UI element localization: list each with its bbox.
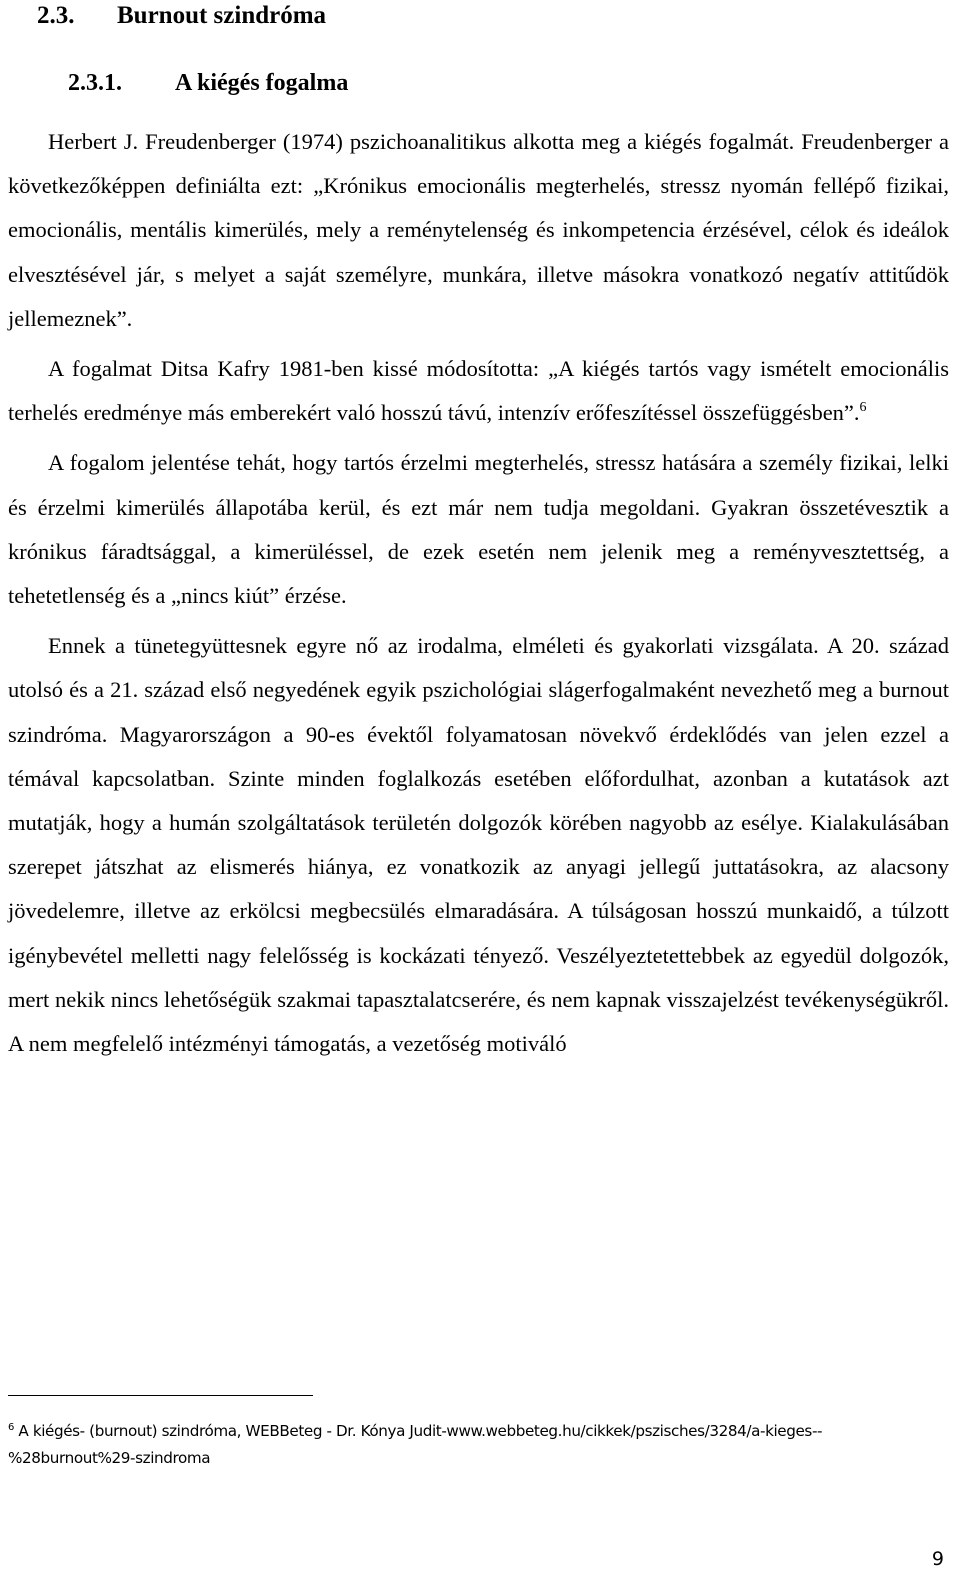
subsection-heading bbox=[68, 70, 348, 97]
footnote-reference[interactable]: 6 bbox=[859, 400, 867, 416]
section-title: Burnout szindróma bbox=[117, 2, 327, 29]
paragraph-2 bbox=[8, 347, 949, 435]
paragraph-3: A fogalom jelentése tehát, hogy tartós érzelmi megterhelés, stressz hatására a személy fizikai, lelki és érzelmi kimerülés állapotába kerül, és ezt már nem tudja megoldani. Gyakran összetévesztik a krónikus fáradtsággal, a kimerüléssel, de ezek esetén nem jelenik meg a reményvesztettség, a tehetetlenség és a „nincs kiút” érzése. bbox=[8, 450, 949, 609]
subsection-title: A kiégés fogalma bbox=[175, 70, 349, 96]
footnote-marker: 6 bbox=[8, 1422, 14, 1433]
section-heading bbox=[37, 2, 326, 30]
footnote bbox=[8, 1418, 938, 1472]
paragraph-1: Herbert J. Freudenberger (1974) pszichoanalitikus alkotta meg a kiégés fogalmát. Freudenberger a következőképpen definiálta ezt: „Krónikus emocionális megterhelés, stressz nyomán fellépő fizikai, emocionális, mentális kimerülés, mely a reménytelenség és inkompetencia érzésével, célok és ideálok elvesztésével jár, s melyet a saját személyre, munkára, illetve másokra vonatkozó negatív attitűdök jellemeznek”. bbox=[8, 129, 949, 331]
paragraph-2-text: A fogalmat Ditsa Kafry 1981-ben kissé módosította: „A kiégés tartós vagy ismételt emocionális terhelés eredménye más emberekért való hosszú távú, intenzív erőfeszítéssel összefüggésben”. bbox=[8, 356, 949, 426]
section-number: 2.3. bbox=[37, 2, 75, 29]
body-text bbox=[8, 120, 949, 1066]
paragraph-4: Ennek a tünetegyüttesnek egyre nő az irodalma, elméleti és gyakorlati vizsgálata. A 20. század utolsó és a 21. század első negyedének egyik pszichológiai slágerfogalmaként nevezhető meg a burnout szindróma. Magyarországon a 90-es évektől folyamatosan növekvő érdeklődés van jelen ezzel a témával kapcsolatban. Szinte minden foglalkozás esetében előfordulhat, azonban a kutatások azt mutatják, hogy a humán szolgáltatások területén dolgozók körében nagyobb az esélye. Kialakulásában szerepet játszhat az elismerés hiánya, ez vonatkozik az anyagi jellegű juttatásokra, az alacsony jövedelemre, illetve az erkölcsi megbecsülés elmaradására. A túlságosan hosszú munkaidő, a túlzott igénybevétel melletti nagy felelősség is kockázati tényező. Veszélyeztetettebbek az egyedül dolgozók, mert nekik nincs lehetőségük szakmai tapasztalatcserére, és nem kapnak visszajelzést tevékenységükről. A nem megfelelő intézményi támogatás, a vezetőség motiváló bbox=[8, 633, 949, 1057]
footnote-separator bbox=[8, 1395, 313, 1396]
subsection-number: 2.3.1. bbox=[68, 70, 122, 96]
page-number: 9 bbox=[931, 1548, 944, 1570]
footnote-text: A kiégés- (burnout) szindróma, WEBBeteg - Dr. Kónya Judit-www.webbeteg.hu/cikkek/pszisches/3284/a-kieges--%28burnout%29-szindroma bbox=[8, 1422, 823, 1467]
